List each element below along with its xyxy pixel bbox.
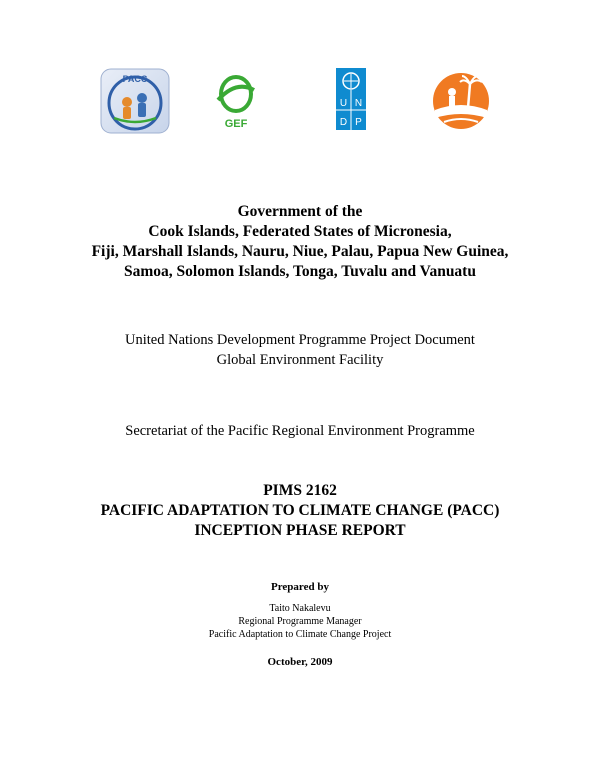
undp-block	[0, 330, 600, 370]
government-line: Government of the	[237, 203, 363, 220]
prepared-by-label: Prepared by	[271, 581, 329, 593]
government-line: Fiji, Marshall Islands, Nauru, Niue, Palau, Papua New Guinea,	[91, 243, 509, 260]
undp-line: United Nations Development Programme Project Document	[125, 332, 475, 348]
undp-letter-u: U	[339, 98, 348, 109]
pims-number: PIMS 2162	[263, 482, 337, 499]
gef-logo-text: GEF	[224, 118, 248, 130]
undp-letter-n: N	[354, 98, 363, 109]
preparer-block	[0, 602, 600, 641]
pacc-logo-text: PACC	[122, 74, 148, 84]
sprep-logo-icon	[430, 70, 492, 132]
report-date: October, 2009	[267, 656, 333, 668]
report-title: PACIFIC ADAPTATION TO CLIMATE CHANGE (PACC)	[100, 502, 500, 519]
undp-logo-icon	[336, 68, 366, 130]
report-title-block	[0, 481, 600, 541]
sprep-line: Secretariat of the Pacific Regional Environment Programme	[125, 423, 475, 439]
preparer-name: Taito Nakalevu	[269, 603, 331, 614]
undp-letter-d: D	[339, 117, 348, 128]
government-line: Samoa, Solomon Islands, Tonga, Tuvalu and Vanuatu	[124, 263, 476, 280]
gef-logo-icon	[214, 74, 258, 130]
government-block	[0, 202, 600, 282]
undp-letter-p: P	[355, 117, 362, 128]
report-subtitle: INCEPTION PHASE REPORT	[194, 522, 406, 539]
government-line: Cook Islands, Federated States of Micronesia,	[148, 223, 452, 240]
gef-line: Global Environment Facility	[216, 352, 384, 368]
logo-row	[100, 68, 520, 134]
preparer-project: Pacific Adaptation to Climate Change Project	[208, 629, 392, 640]
pacc-logo-icon	[100, 68, 170, 134]
preparer-title: Regional Programme Manager	[238, 616, 362, 627]
